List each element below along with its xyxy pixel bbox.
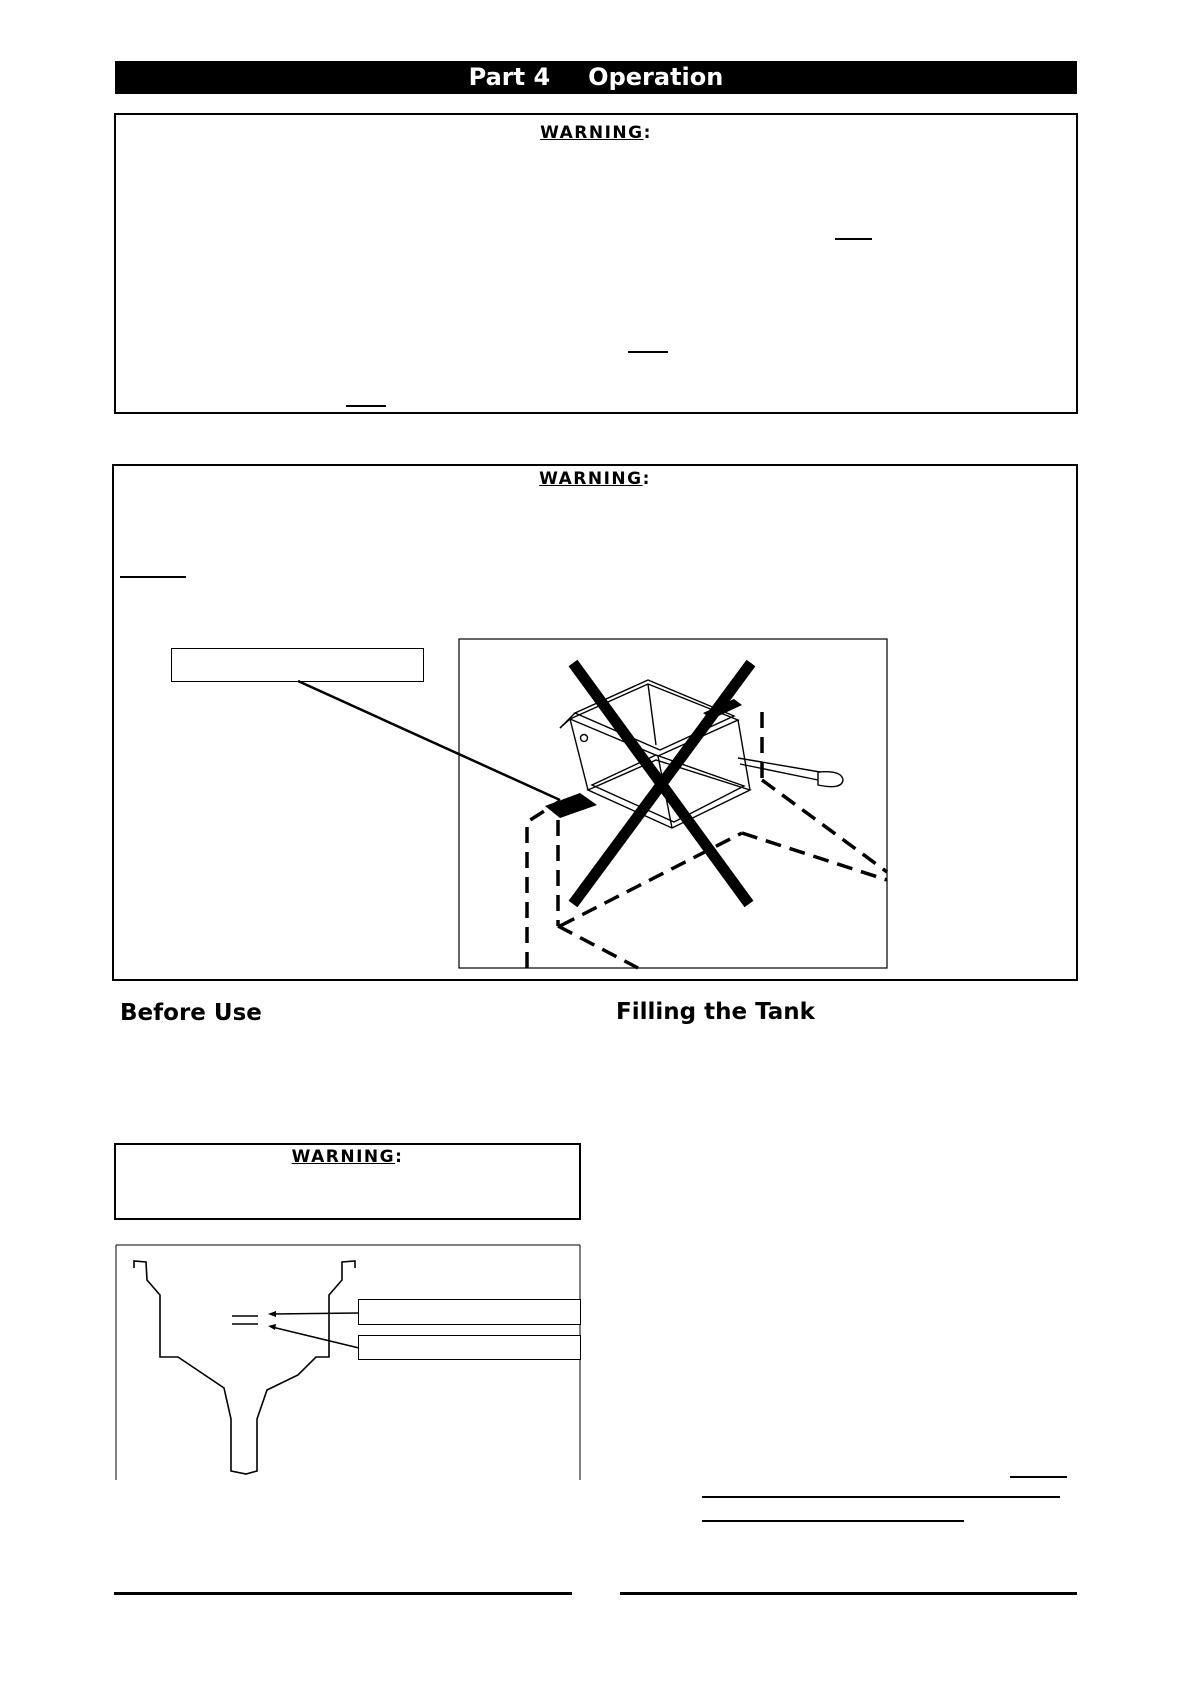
max-level-callout [358, 1335, 581, 1360]
warning-heading-3: WARNING: [291, 1147, 404, 1167]
footer-rule-right [620, 1592, 1077, 1595]
heading-filling-tank: Filling the Tank [616, 999, 815, 1025]
emphasis-underline [1010, 1476, 1067, 1478]
warning-heading-1: WARNING: [540, 123, 652, 143]
emphasis-underline [702, 1496, 1060, 1498]
min-level-callout [358, 1299, 581, 1325]
section-title: Operation [588, 63, 724, 91]
emphasis-underline [702, 1520, 964, 1522]
heading-before-use: Before Use [120, 1000, 262, 1026]
part-label: Part 4 [468, 63, 551, 91]
warning-heading-2: WARNING: [539, 469, 651, 489]
footer-rule-left [114, 1592, 572, 1595]
